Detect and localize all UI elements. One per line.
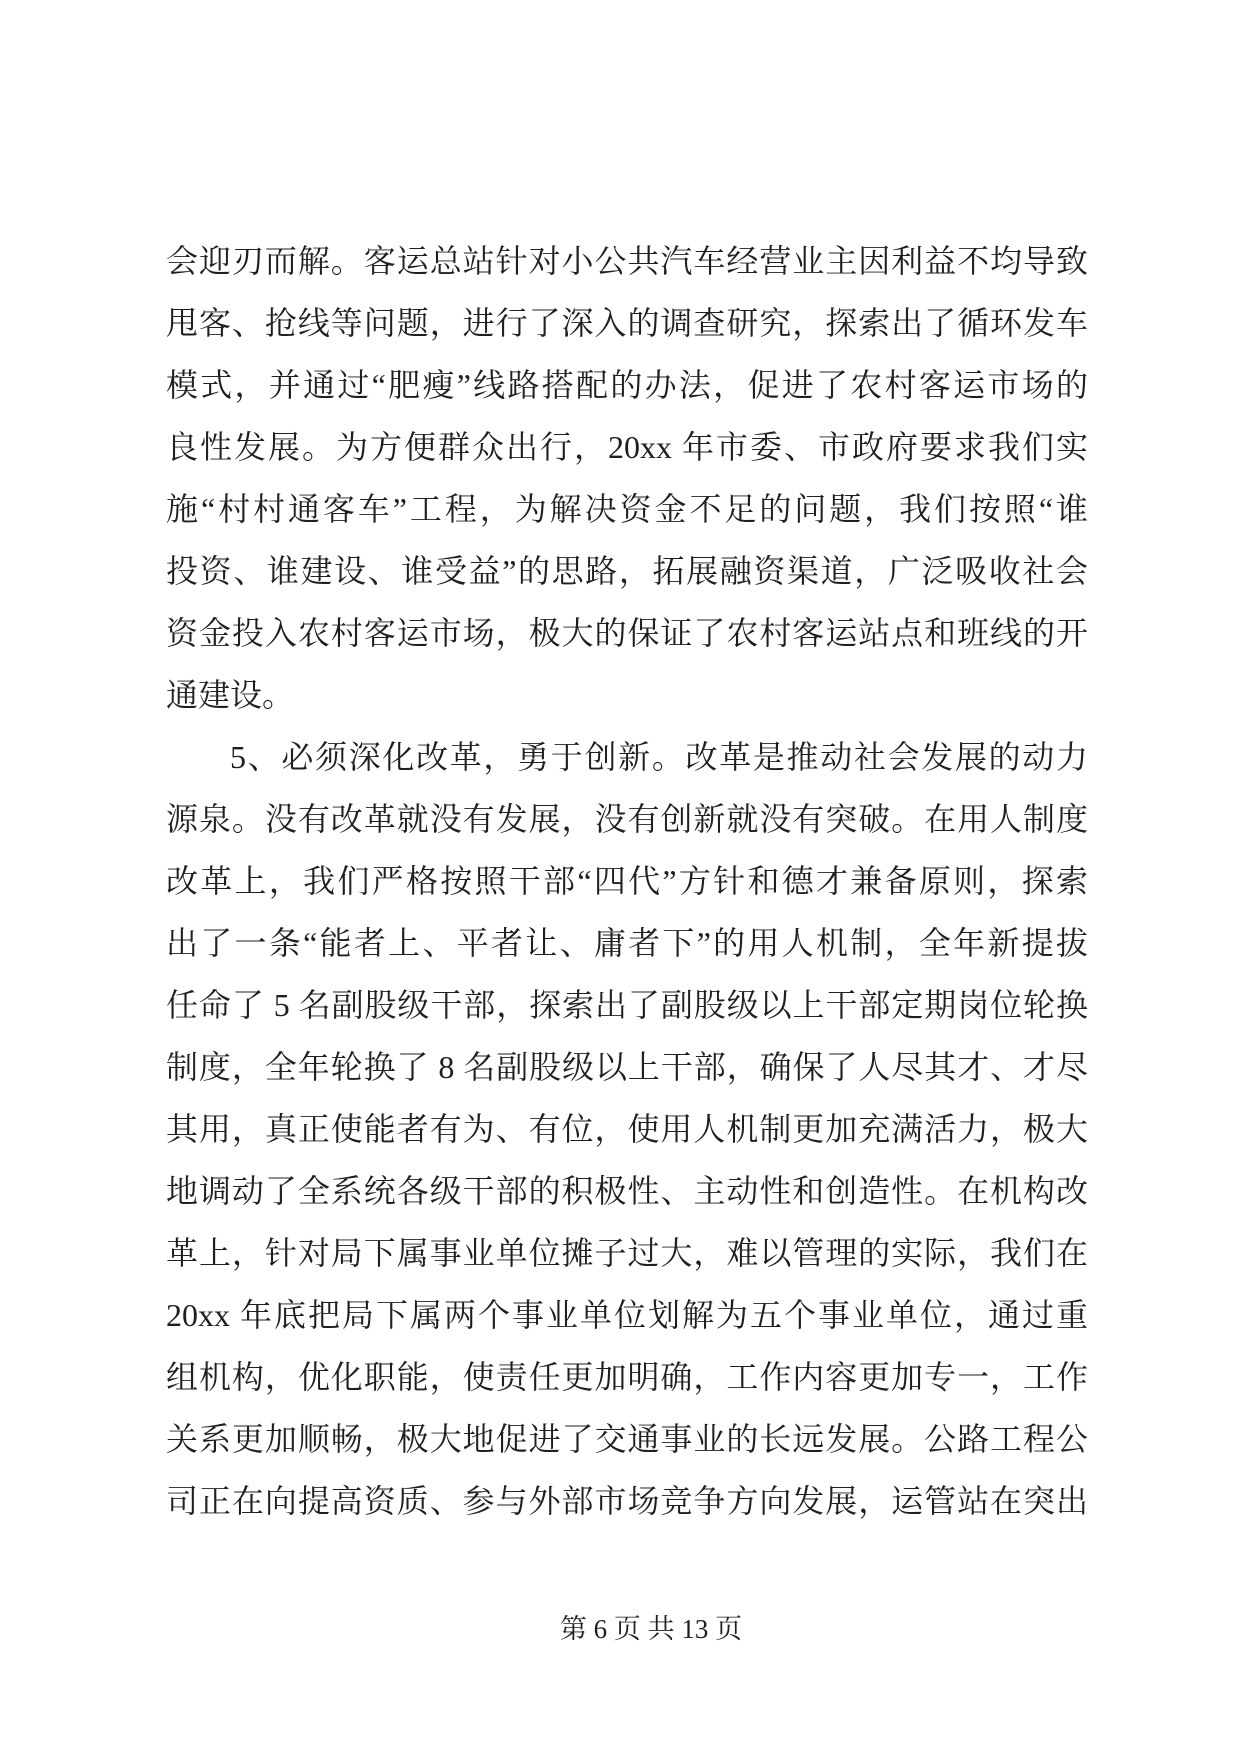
paragraph-continuation-last-line: 通建设。	[166, 677, 295, 713]
paragraph-item5-line: 出了一条“能者上、平者让、庸者下”的用人机制，全年新提拔	[166, 925, 1088, 961]
paragraph-continuation-line: 模式，并通过“肥瘦”线路搭配的办法，促进了农村客运市场的	[166, 367, 1088, 403]
paragraph-continuation-line: 良性发展。为方便群众出行，20xx 年市委、市政府要求我们实	[166, 429, 1088, 465]
body-text-block	[166, 230, 1088, 1532]
paragraph-continuation-line: 施“村村通客车”工程，为解决资金不足的问题，我们按照“谁	[166, 491, 1088, 527]
page-footer: 第 6 页 共 13 页	[559, 1614, 743, 1644]
paragraph-item5-line: 组机构，优化职能，使责任更加明确，工作内容更加专一，工作	[166, 1359, 1088, 1395]
paragraph-item5-line: 制度，全年轮换了 8 名副股级以上干部，确保了人尽其才、才尽	[166, 1049, 1088, 1085]
paragraph-item5-line: 20xx 年底把局下属两个事业单位划解为五个事业单位，通过重	[166, 1297, 1088, 1333]
paragraph-item5-line: 革上，针对局下属事业单位摊子过大，难以管理的实际，我们在	[166, 1235, 1088, 1271]
paragraph-continuation-line: 资金投入农村客运市场，极大的保证了农村客运站点和班线的开	[166, 615, 1088, 651]
paragraph-continuation-line: 会迎刃而解。客运总站针对小公共汽车经营业主因利益不均导致	[166, 243, 1088, 279]
paragraph-item5-line: 关系更加顺畅，极大地促进了交通事业的长远发展。公路工程公	[166, 1421, 1088, 1457]
paragraph-item5-line: 5、必须深化改革，勇于创新。改革是推动社会发展的动力	[230, 739, 1088, 775]
paragraph-item5-line: 其用，真正使能者有为、有位，使用人机制更加充满活力，极大	[166, 1111, 1088, 1147]
paragraph-item5-line: 改革上，我们严格按照干部“四代”方针和德才兼备原则，探索	[166, 863, 1088, 899]
paragraph-item5-line: 源泉。没有改革就没有发展，没有创新就没有突破。在用人制度	[166, 801, 1088, 837]
paragraph-item5-line: 任命了 5 名副股级干部，探索出了副股级以上干部定期岗位轮换	[166, 987, 1088, 1023]
paragraph-continuation-line: 甩客、抢线等问题，进行了深入的调查研究，探索出了循环发车	[166, 305, 1088, 341]
paragraph-item5-line: 地调动了全系统各级干部的积极性、主动性和创造性。在机构改	[166, 1173, 1088, 1209]
paragraph-continuation-line: 投资、谁建设、谁受益”的思路，拓展融资渠道，广泛吸收社会	[166, 553, 1088, 589]
paragraph-item5-line: 司正在向提高资质、参与外部市场竞争方向发展，运管站在突出	[166, 1483, 1088, 1519]
